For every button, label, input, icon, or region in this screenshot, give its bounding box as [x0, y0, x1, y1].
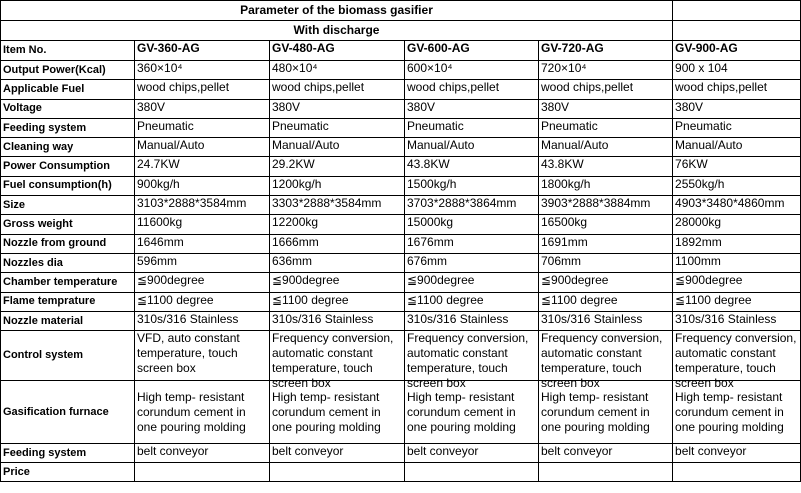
row-value: 380V	[405, 99, 539, 118]
row-value: 43.8KW	[539, 157, 673, 176]
row-value: 11600kg	[135, 215, 270, 234]
row-value-text: Frequency conversion, automatic constant temperature, touch screen box	[541, 331, 663, 391]
row-value: 2550kg/h	[673, 176, 801, 195]
header-row	[1, 41, 801, 61]
row-value: Pneumatic	[405, 118, 539, 137]
row-value: ≦1100 degree	[270, 292, 405, 311]
row-value: 3903*2888*3884mm	[539, 196, 673, 215]
row-value: 480×10⁴	[270, 61, 405, 80]
table-row	[1, 176, 801, 195]
row-value: 720×10⁴	[539, 61, 673, 80]
row-value: Manual/Auto	[673, 138, 801, 157]
table-row	[1, 138, 801, 157]
row-value: wood chips,pellet	[135, 80, 270, 99]
table-row	[1, 311, 801, 330]
table-row	[1, 157, 801, 176]
row-label: Gross weight	[1, 215, 135, 234]
row-value	[135, 381, 270, 444]
table-title: Parameter of the biomass gasifier	[1, 1, 673, 21]
row-value: 1691mm	[539, 234, 673, 253]
row-value: ≦900degree	[135, 273, 270, 292]
row-value	[270, 463, 405, 482]
row-value: 380V	[539, 99, 673, 118]
row-value	[135, 463, 270, 482]
row-value	[673, 381, 801, 444]
subtitle-spill-cell	[673, 21, 801, 41]
row-value: wood chips,pellet	[405, 80, 539, 99]
row-label: Applicable Fuel	[1, 80, 135, 99]
row-value: ≦1100 degree	[539, 292, 673, 311]
table-row	[1, 273, 801, 292]
row-label: Price	[1, 463, 135, 482]
row-value: 600×10⁴	[405, 61, 539, 80]
row-label: Gasification furnace	[1, 381, 135, 444]
row-value: belt conveyor	[135, 444, 270, 463]
row-value: 1892mm	[673, 234, 801, 253]
row-value-text: High temp- resistant corundum cement in one pouring molding	[137, 389, 246, 434]
row-value: ≦1100 degree	[405, 292, 539, 311]
row-label: Voltage	[1, 99, 135, 118]
row-value: 900kg/h	[135, 176, 270, 195]
row-value: ≦900degree	[270, 273, 405, 292]
row-value: Pneumatic	[135, 118, 270, 137]
row-value: ≦900degree	[405, 273, 539, 292]
table-row	[1, 234, 801, 253]
row-value: ≦900degree	[539, 273, 673, 292]
row-value: 1676mm	[405, 234, 539, 253]
row-value	[405, 463, 539, 482]
row-label: Chamber temperature	[1, 273, 135, 292]
row-value	[539, 331, 673, 391]
row-value: 16500kg	[539, 215, 673, 234]
row-value-text: Frequency conversion, automatic constant temperature, touch screen box	[407, 331, 529, 391]
row-value: 380V	[673, 99, 801, 118]
row-value	[673, 331, 801, 391]
row-value-text: Frequency conversion, automatic constant temperature, touch screen box	[272, 331, 394, 391]
row-value: ≦900degree	[673, 273, 801, 292]
table-row	[1, 118, 801, 137]
subtitle-row	[1, 21, 801, 41]
row-value: Pneumatic	[539, 118, 673, 137]
table-row	[1, 253, 801, 272]
table-row	[1, 215, 801, 234]
gasification-furnace-row	[1, 381, 801, 444]
row-value: belt conveyor	[673, 444, 801, 463]
table-row	[1, 61, 801, 80]
row-label: Flame temprature	[1, 292, 135, 311]
header-model: GV-900-AG	[673, 41, 801, 61]
header-model: GV-480-AG	[270, 41, 405, 61]
row-label: Feeding system	[1, 444, 135, 463]
row-value: 900 x 104	[673, 61, 801, 80]
row-value-text: High temp- resistant corundum cement in one pouring molding	[675, 389, 784, 434]
row-value: 706mm	[539, 253, 673, 272]
row-value: 1500kg/h	[405, 176, 539, 195]
table-row	[1, 196, 801, 215]
row-value: wood chips,pellet	[270, 80, 405, 99]
row-value: 12200kg	[270, 215, 405, 234]
row-value: wood chips,pellet	[539, 80, 673, 99]
row-value: 310s/316 Stainless	[270, 311, 405, 330]
row-label: Control system	[1, 331, 135, 381]
row-value: 310s/316 Stainless	[405, 311, 539, 330]
row-value: 1800kg/h	[539, 176, 673, 195]
row-label: Fuel consumption(h)	[1, 176, 135, 195]
header-model: GV-360-AG	[135, 41, 270, 61]
row-label: Cleaning way	[1, 138, 135, 157]
row-value-text: VFD, auto constant temperature, touch screen box	[137, 331, 240, 376]
row-value-text: Frequency conversion, automatic constant temperature, touch screen box	[675, 331, 797, 391]
table-subtitle: With discharge	[1, 21, 673, 41]
row-value: 1646mm	[135, 234, 270, 253]
row-value: 1200kg/h	[270, 176, 405, 195]
row-label: Nozzle material	[1, 311, 135, 330]
table-row	[1, 80, 801, 99]
row-value: ≦1100 degree	[673, 292, 801, 311]
row-label: Feeding system	[1, 118, 135, 137]
row-value: 28000kg	[673, 215, 801, 234]
row-value: Manual/Auto	[405, 138, 539, 157]
row-value: 4903*3480*4860mm	[673, 196, 801, 215]
row-value: belt conveyor	[405, 444, 539, 463]
row-value: 76KW	[673, 157, 801, 176]
row-value: Manual/Auto	[539, 138, 673, 157]
price-row	[1, 463, 801, 482]
row-value: ≦1100 degree	[135, 292, 270, 311]
row-value: 1666mm	[270, 234, 405, 253]
row-value-text: High temp- resistant corundum cement in one pouring molding	[407, 389, 516, 434]
feeding-system-row	[1, 444, 801, 463]
row-value	[539, 463, 673, 482]
row-value: Pneumatic	[270, 118, 405, 137]
row-value	[405, 381, 539, 444]
control-system-row	[1, 331, 801, 381]
row-value: 3103*2888*3584mm	[135, 196, 270, 215]
table-row	[1, 99, 801, 118]
row-label: Nozzles dia	[1, 253, 135, 272]
row-value	[270, 381, 405, 444]
row-value: belt conveyor	[270, 444, 405, 463]
row-value: 3703*2888*3864mm	[405, 196, 539, 215]
row-label: Nozzle from ground	[1, 234, 135, 253]
row-value: 29.2KW	[270, 157, 405, 176]
row-value: 3303*2888*3584mm	[270, 196, 405, 215]
header-model: GV-720-AG	[539, 41, 673, 61]
row-value: 380V	[135, 99, 270, 118]
row-value	[539, 381, 673, 444]
row-value: Pneumatic	[673, 118, 801, 137]
row-value: 636mm	[270, 253, 405, 272]
row-value: belt conveyor	[539, 444, 673, 463]
row-label: Power Consumption	[1, 157, 135, 176]
row-value: 43.8KW	[405, 157, 539, 176]
row-value: 380V	[270, 99, 405, 118]
row-value: 596mm	[135, 253, 270, 272]
row-value: 310s/316 Stainless	[673, 311, 801, 330]
row-value-text: High temp- resistant corundum cement in one pouring molding	[272, 389, 381, 434]
row-value	[673, 463, 801, 482]
row-value: 360×10⁴	[135, 61, 270, 80]
header-model: GV-600-AG	[405, 41, 539, 61]
row-value-text: High temp- resistant corundum cement in one pouring molding	[541, 389, 650, 434]
row-value: 310s/316 Stainless	[539, 311, 673, 330]
row-value: 1100mm	[673, 253, 801, 272]
title-spill-cell	[673, 1, 801, 21]
table-row	[1, 292, 801, 311]
row-value	[405, 331, 539, 391]
row-value: 310s/316 Stainless	[135, 311, 270, 330]
row-value: Manual/Auto	[270, 138, 405, 157]
row-value: 676mm	[405, 253, 539, 272]
row-label: Output Power(Kcal)	[1, 61, 135, 80]
header-item-no: Item No.	[1, 41, 135, 61]
row-value	[135, 331, 270, 381]
row-value: 15000kg	[405, 215, 539, 234]
row-value: wood chips,pellet	[673, 80, 801, 99]
row-value: Manual/Auto	[135, 138, 270, 157]
title-row	[1, 1, 801, 21]
row-value	[270, 331, 405, 391]
row-label: Size	[1, 196, 135, 215]
row-value: 24.7KW	[135, 157, 270, 176]
